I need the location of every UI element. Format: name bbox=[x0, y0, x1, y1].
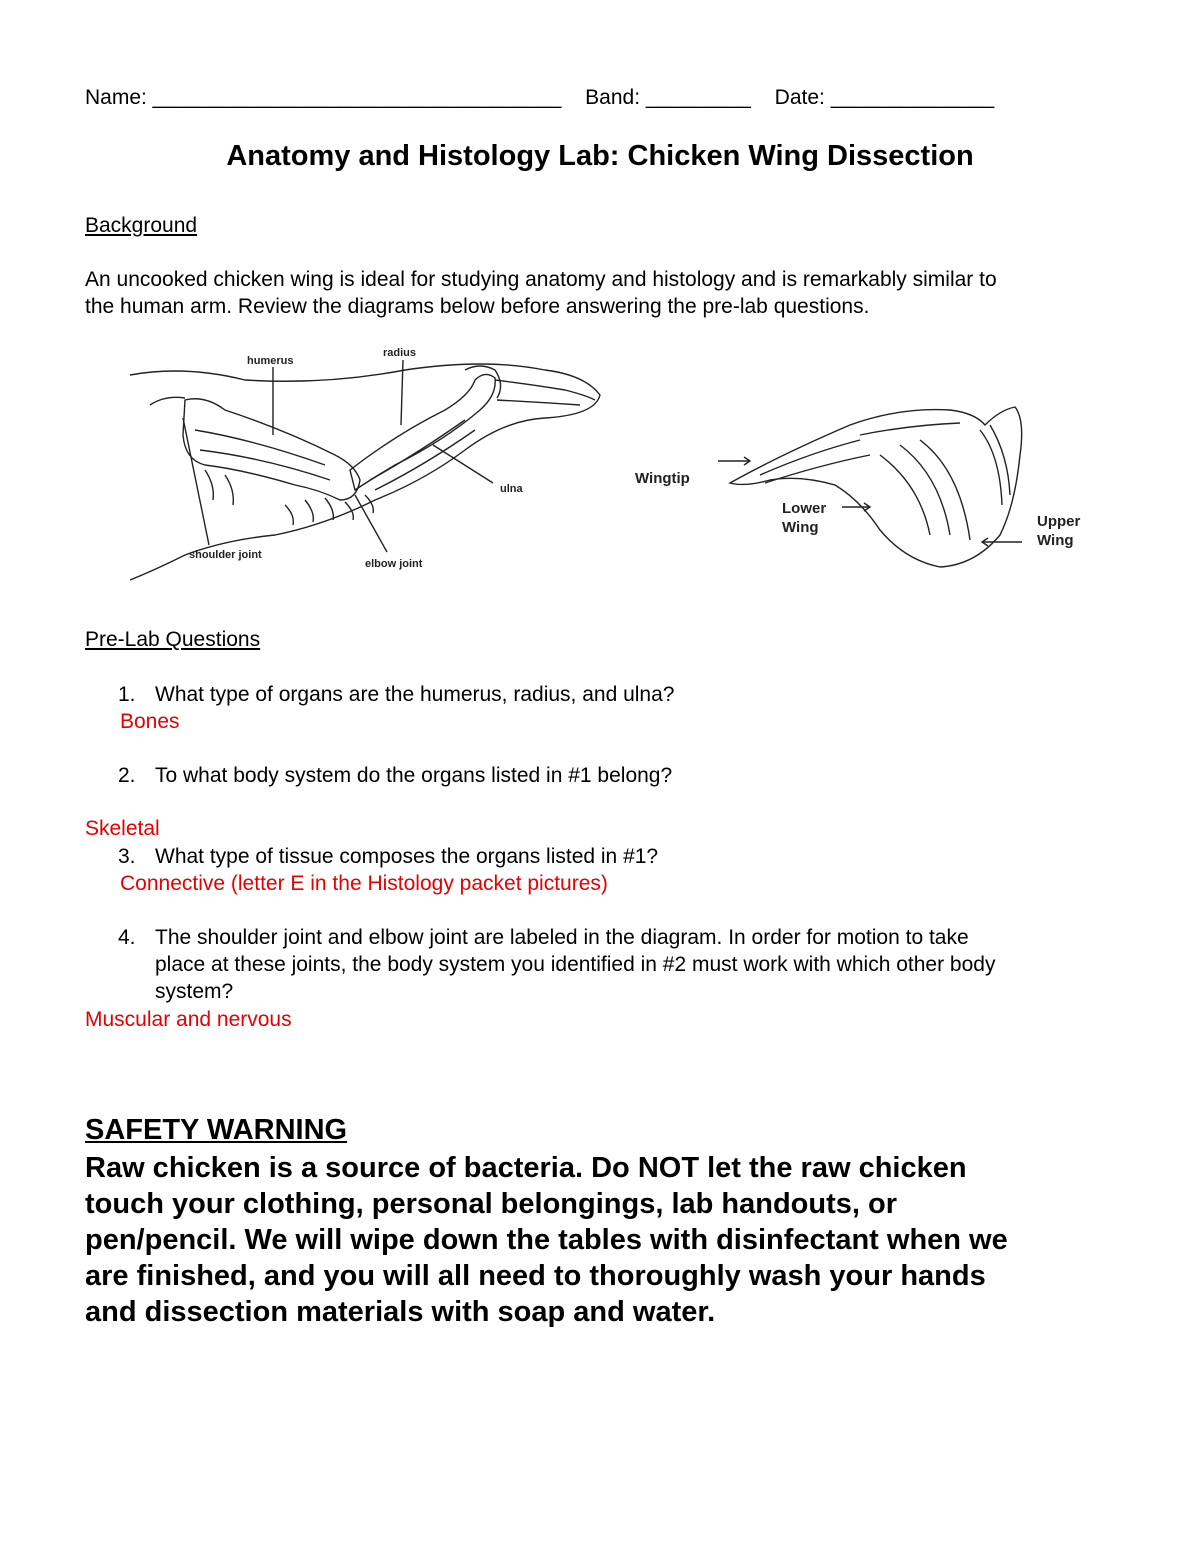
page-title: Anatomy and Histology Lab: Chicken Wing Dissection bbox=[226, 140, 974, 172]
question-2 bbox=[118, 762, 1118, 789]
label-humerus: humerus bbox=[247, 355, 294, 367]
answer-2: Skeletal bbox=[85, 817, 160, 840]
label-upper-wing: Wing bbox=[1037, 532, 1074, 549]
safety-line-5: and dissection materials with soap and water. bbox=[85, 1296, 716, 1328]
label-wingtip: Wingtip bbox=[635, 470, 690, 487]
wing-shape bbox=[730, 407, 1022, 567]
question-3-number: 3. bbox=[118, 845, 136, 868]
question-2-number: 2. bbox=[118, 764, 136, 787]
shoulder-leader bbox=[183, 418, 209, 545]
question-4 bbox=[118, 924, 1118, 1005]
question-4-text bbox=[155, 924, 1115, 1005]
question-1 bbox=[118, 681, 1118, 708]
prelab-heading: Pre-Lab Questions bbox=[85, 628, 261, 651]
safety-line-2: touch your clothing, personal belongings, lab handouts, or bbox=[85, 1188, 898, 1220]
safety-text bbox=[85, 1150, 1135, 1330]
wing-skeleton-diagram bbox=[125, 340, 605, 590]
chicken-wing-diagram bbox=[630, 395, 1100, 575]
safety-line-1: Raw chicken is a source of bacteria. Do NOT let the raw chicken bbox=[85, 1152, 967, 1184]
question-4-line-3: system? bbox=[155, 980, 234, 1003]
label-upper: Upper bbox=[1037, 513, 1081, 530]
date-field[interactable]: Date: ______________ bbox=[774, 86, 995, 109]
background-heading: Background bbox=[85, 214, 198, 237]
safety-line-3: pen/pencil. We will wipe down the tables with disinfectant when we bbox=[85, 1224, 1008, 1256]
background-line-2: the human arm. Review the diagrams below before answering the pre-lab questions. bbox=[85, 295, 870, 318]
label-lower: Lower bbox=[782, 500, 827, 517]
label-shoulder-joint: shoulder joint bbox=[189, 549, 262, 561]
radius-leader bbox=[401, 360, 403, 425]
safety-heading: SAFETY WARNING bbox=[85, 1114, 348, 1146]
question-1-text: What type of organs are the humerus, radius, and ulna? bbox=[155, 683, 675, 706]
safety-line-4: are finished, and you will all need to thoroughly wash your hands bbox=[85, 1260, 986, 1292]
question-4-line-1: The shoulder joint and elbow joint are labeled in the diagram. In order for motion to take bbox=[155, 926, 969, 949]
question-1-number: 1. bbox=[118, 683, 136, 706]
question-2-text: To what body system do the organs listed in #1 belong? bbox=[155, 764, 673, 787]
answer-1: Bones bbox=[120, 710, 180, 733]
band-field[interactable]: Band: _________ bbox=[585, 86, 751, 109]
label-lower-wing: Wing bbox=[782, 519, 819, 536]
question-4-line-2: place at these joints, the body system you identified in #2 must work with which other body bbox=[155, 953, 996, 976]
background-line-1: An uncooked chicken wing is ideal for studying anatomy and histology and is remarkably similar to bbox=[85, 268, 997, 291]
name-field[interactable]: Name: ___________________________________ bbox=[85, 86, 562, 109]
wing-outline bbox=[130, 364, 600, 580]
question-4-number: 4. bbox=[118, 926, 136, 949]
answer-3: Connective (letter E in the Histology packet pictures) bbox=[120, 872, 608, 895]
label-ulna: ulna bbox=[500, 483, 523, 495]
question-3 bbox=[118, 843, 1118, 870]
header-fields bbox=[85, 86, 994, 110]
label-elbow-joint: elbow joint bbox=[365, 558, 423, 570]
humerus-bone bbox=[183, 399, 360, 500]
label-radius: radius bbox=[383, 347, 417, 359]
question-3-text: What type of tissue composes the organs listed in #1? bbox=[155, 845, 659, 868]
radius-ulna-bones bbox=[350, 374, 495, 490]
answer-4: Muscular and nervous bbox=[85, 1008, 292, 1031]
